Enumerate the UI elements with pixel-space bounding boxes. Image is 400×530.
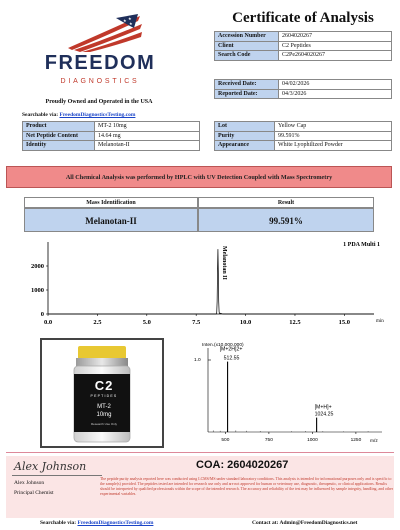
logo-wordmark: FREEDOM	[44, 52, 156, 74]
row-value: Melanotan-II	[95, 141, 200, 151]
row-value: MT-2 10mg	[95, 122, 200, 132]
company-logo	[30, 12, 170, 94]
mz-tick-label: 1250	[350, 438, 362, 443]
x-tick-label: 10.0	[239, 319, 252, 326]
row-key: Search Code	[215, 51, 279, 61]
row-key: Received Date:	[215, 80, 279, 90]
disclaimer: The peptide purity analysis reported here was conducted using LCMS/MS under standard laboratory conditions. This analysis is intended for informational purposes only and is specific to the sample(s) provided. The peptides tested are intended for research use only and are not approved for human or veterinary use, diagnostic, therapeutic, or clinical applications. Results should be interpreted by qualified professionals within the scope of the intended research. The accuracy and reliability of the test may be influenced by sample integrity, handling, and other experimental variables.	[100, 477, 393, 496]
vial-note: Research Use Only	[90, 422, 117, 426]
table-row	[215, 32, 392, 42]
page-title: Certificate of Analysis	[232, 10, 374, 26]
table-row	[215, 41, 392, 51]
mass-id-value: Melanotan-II	[24, 208, 198, 232]
hplc-chromatogram	[10, 238, 392, 334]
row-key: Identity	[23, 141, 95, 151]
table-row	[23, 131, 200, 141]
signature: Alex Johnson	[14, 460, 87, 473]
peak1-ion-label: [M+2H]2+	[219, 346, 243, 353]
vial-illustration	[42, 340, 162, 446]
row-value: 04/3/2026	[279, 89, 392, 99]
table-row	[215, 80, 392, 90]
mz-tick-label: 1000	[307, 438, 318, 443]
x-tick-label: 2.5	[93, 319, 102, 326]
row-value: 14.64 mg	[95, 131, 200, 141]
x-unit-label: min	[376, 319, 384, 324]
mass-id-header: Mass Identification	[24, 197, 198, 208]
table-row	[215, 51, 392, 61]
footer-contact: Contact at: Admin@FreedomDiagnostics.net	[252, 520, 358, 526]
mass-identification-table	[24, 197, 374, 235]
row-value: 2604020267	[279, 32, 392, 42]
y-tick-label: 2000	[31, 263, 44, 270]
mass-result-value: 99.591%	[198, 208, 374, 232]
row-value: C2 Peptides	[279, 41, 392, 51]
mz-tick-label: 750	[264, 438, 273, 443]
dates-table	[214, 79, 392, 99]
peak-label: Melanotan II	[220, 246, 227, 280]
signature-line	[12, 475, 102, 476]
chromatogram-legend: 1 PDA Multi 1	[343, 242, 380, 248]
x-tick-label: 7.5	[192, 319, 201, 326]
table-row	[23, 141, 200, 151]
mz-tick-label: 500	[221, 438, 230, 443]
mass-result-header: Result	[198, 197, 374, 208]
footer-searchable-label: Searchable via:	[40, 520, 77, 526]
row-value: 99.591%	[275, 131, 392, 141]
row-key: Net Peptide Content	[23, 131, 95, 141]
row-key: Purity	[215, 131, 275, 141]
table-row	[23, 122, 200, 132]
product-table	[22, 121, 200, 151]
vial-brand-sub: PEPTIDES	[90, 394, 118, 398]
flag-swoosh-icon	[30, 12, 170, 52]
row-key: Appearance	[215, 141, 275, 151]
y-tick-label: 1.0	[194, 358, 201, 363]
row-key: Product	[23, 122, 95, 132]
coa-number: COA: 2604020267	[196, 459, 289, 471]
row-value: C2Pe2604020267	[279, 51, 392, 61]
row-key: Accession Number	[215, 32, 279, 42]
mass-spectrum	[190, 340, 390, 448]
x-tick-label: 0.0	[43, 319, 53, 326]
row-value: 04/02/2026	[279, 80, 392, 90]
row-key: Client	[215, 41, 279, 51]
y-tick-label: 1000	[31, 287, 44, 294]
row-key: Reported Date:	[215, 89, 279, 99]
signer-role: Principal Chemist	[14, 490, 54, 496]
table-row	[215, 141, 392, 151]
row-value: White Lyophilized Powder	[275, 141, 392, 151]
vial-product: MT-2	[97, 404, 111, 410]
intensity-label: Inten.(x10,000,000)	[202, 343, 244, 348]
vial-brand: C2	[94, 378, 114, 393]
chromatogram-trace	[48, 249, 374, 314]
svg-text:★: ★	[129, 21, 133, 26]
searchable-link[interactable]: FreedomDiagnosticsTesting.com	[59, 112, 136, 118]
table-row	[215, 122, 392, 132]
product-vial-image	[40, 338, 164, 448]
table-row	[215, 131, 392, 141]
x-tick-label: 15.0	[338, 319, 351, 326]
svg-text:★: ★	[123, 18, 127, 23]
svg-text:★: ★	[128, 16, 132, 21]
divider	[6, 452, 394, 453]
row-key: Lot	[215, 122, 275, 132]
table-row	[215, 89, 392, 99]
peak2-mz-label: 1024.25	[314, 411, 334, 418]
footer-searchable-link[interactable]: FreedomDiagnosticsTesting.com	[77, 520, 154, 526]
searchable-label: Searchable via:	[22, 112, 59, 118]
mz-unit-label: m/z	[370, 439, 378, 444]
peak2-ion-label: [M+H]+	[314, 404, 332, 411]
x-tick-label: 12.5	[289, 319, 301, 326]
accession-table	[214, 31, 392, 61]
logo-subtitle: DIAGNOSTICS	[60, 78, 140, 85]
method-banner: All Chemical Analysis was performed by HPLC with UV Detection Coupled with Mass Spectrometry	[6, 166, 392, 188]
lot-table	[214, 121, 392, 151]
searchable-line	[22, 112, 135, 118]
x-tick-label: 5.0	[142, 319, 151, 326]
footer-searchable	[40, 520, 153, 526]
y-tick-label: 0	[40, 311, 44, 318]
row-value: Yellow Cap	[275, 122, 392, 132]
owned-note: Proudly Owned and Operated in the USA	[45, 99, 153, 105]
vial-dose: 10mg	[96, 412, 112, 418]
signer-name: Alex Johnson	[14, 480, 45, 486]
peak1-mz-label: 512.55	[223, 355, 240, 362]
